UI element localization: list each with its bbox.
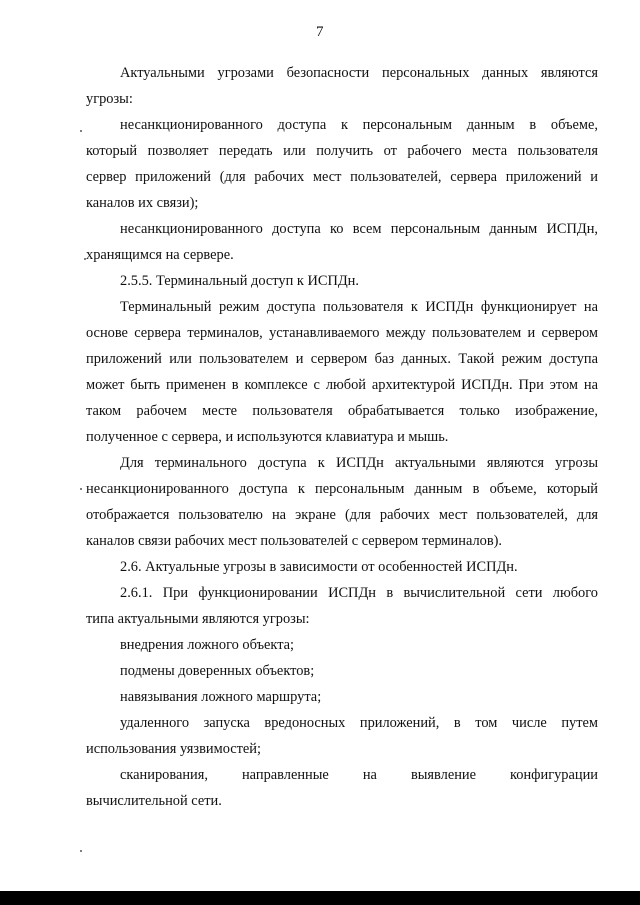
text-line: угрозы: <box>86 91 133 107</box>
section-heading: 2.6. Актуальные угрозы в зависимости от особенностей ИСПДн. <box>120 559 518 575</box>
text-line: каналов их связи); <box>86 195 199 211</box>
text-line: несанкционированного доступа к персональным данным в объеме, <box>120 117 598 133</box>
scan-speck <box>80 488 82 490</box>
list-item: сканирования, направленные на выявление конфигурации <box>120 767 598 783</box>
list-item: внедрения ложного объекта; <box>120 637 295 653</box>
text-line: который позволяет передать или получить от рабочего места пользователя <box>86 143 598 159</box>
text-line: приложений или пользователем и сервером баз данных. Такой режим доступа <box>86 351 598 367</box>
text-line: отображается пользователю на экране (для рабочих мест пользователей, для <box>86 507 598 523</box>
section-heading: 2.5.5. Терминальный доступ к ИСПДн. <box>120 273 359 289</box>
scan-speck <box>80 850 82 852</box>
list-item: подмены доверенных объектов; <box>120 663 315 679</box>
scan-border <box>0 891 640 905</box>
list-item: навязывания ложного маршрута; <box>120 689 322 705</box>
text-line: типа актуальными являются угрозы: <box>86 611 310 627</box>
text-line: таком рабочем месте пользователя обрабатывается только изображение, <box>86 403 598 419</box>
text-line: Для терминального доступа к ИСПДн актуальными являются угрозы <box>120 455 598 471</box>
page-number: 7 <box>316 24 324 40</box>
scan-speck <box>80 130 82 132</box>
text-line: может быть применен в комплексе с любой архитектурой ИСПДн. При этом на <box>86 377 598 393</box>
text-line: сервер приложений (для рабочих мест пользователей, сервера приложений и <box>86 169 598 185</box>
text-line: несанкционированного доступа ко всем персональным данным ИСПДн, <box>120 221 598 237</box>
text-line: Актуальными угрозами безопасности персональных данных являются <box>120 65 598 81</box>
text-line: несанкционированного доступа к персональным данным в объеме, который <box>86 481 598 497</box>
text-line: вычислительной сети. <box>86 793 222 809</box>
scan-speck <box>84 258 86 260</box>
text-line: каналов связи рабочих мест пользователей с сервером терминалов). <box>86 533 503 549</box>
text-line: использования уязвимостей; <box>86 741 262 757</box>
text-line: 2.6.1. При функционировании ИСПДн в вычислительной сети любого <box>120 585 598 601</box>
text-line: основе сервера терминалов, устанавливаемого между пользователем и сервером <box>86 325 598 341</box>
list-item: удаленного запуска вредоносных приложений, в том числе путем <box>120 715 598 731</box>
text-line: полученное с сервера, и используются клавиатура и мышь. <box>86 429 449 445</box>
text-line: хранящимся на сервере. <box>86 247 234 263</box>
text-line: Терминальный режим доступа пользователя к ИСПДн функционирует на <box>120 299 598 315</box>
